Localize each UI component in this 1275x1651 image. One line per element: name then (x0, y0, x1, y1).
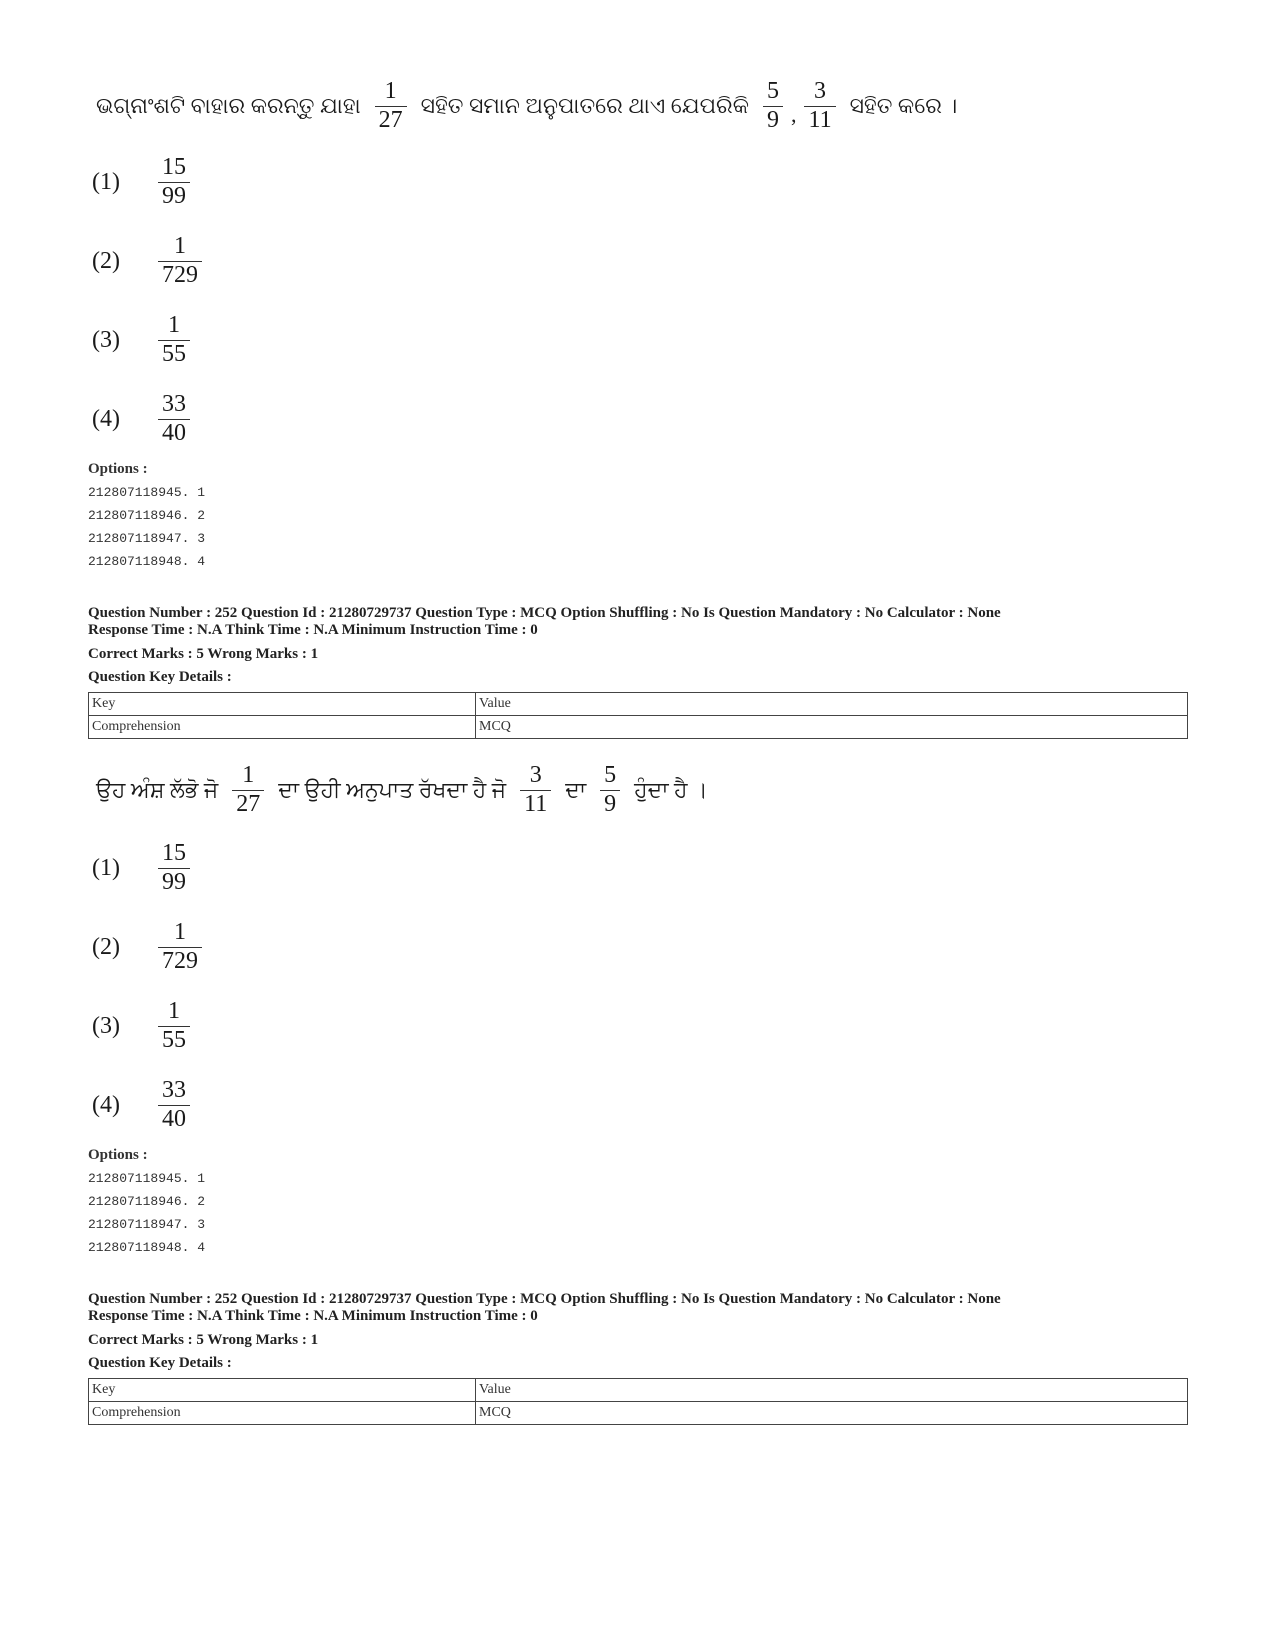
fraction-5-9: $\frac{5}{9}$ (600, 762, 620, 818)
fraction-3-11: $\frac{3}{11}$ (520, 762, 551, 818)
question-meta: Question Number : 252 Question Id : 21280729737 Question Type : MCQ Option Shuffling : No Is Question Mandatory : No Calculator : None Response Time : N.A Think Time : N.A Minimum Instruction Time : 0 (88, 605, 1001, 638)
fraction-1-27: $\frac{1}{27}$ (232, 762, 264, 818)
key-details-table: Key Value Comprehension MCQ (88, 692, 1188, 739)
question-suffix: ਹੁੰਦਾ ਹੈ । (634, 777, 708, 803)
question-middle: ਦਾ ਉਹੀ ਅਨੁਪਾਤ ਰੱਖਦਾ ਹੈ ਜੋ (278, 777, 507, 803)
option-3: (3) $\frac{1}{55}$ (92, 998, 196, 1054)
fraction-1-27: $\frac{1}{27}$ (375, 78, 407, 134)
option-2: (2) $\frac{1}{729}$ (92, 919, 208, 975)
key-details-table: Key Value Comprehension MCQ (88, 1378, 1188, 1425)
question-1-text: ଭଗ୍ନାଂଶଟି ବାହାର କରନ୍ତୁ ଯାହା $\frac{1}{27}$ ସହିତ ସମାନ ଅନୁପାତରେ ଥାଏ ଯେପରିକି $\frac{5}{9}$ , $\frac{3}{11}$ ସହିତ କରେ । (88, 78, 965, 134)
option-ids-list: Options : 212807118945. 1 212807118946. 2 212807118947. 3 212807118948. 4 (88, 461, 206, 569)
marks-line: Correct Marks : 5 Wrong Marks : 1 (88, 1332, 319, 1348)
key-details-label: Question Key Details : (88, 1355, 232, 1371)
option-4: (4) $\frac{33}{40}$ (92, 391, 196, 447)
option-4: (4) $\frac{33}{40}$ (92, 1077, 196, 1133)
fraction-3-11: $\frac{3}{11}$ (804, 78, 835, 134)
fraction-5-9: $\frac{5}{9}$ (763, 78, 783, 134)
option-1: (1) $\frac{15}{99}$ (92, 154, 196, 210)
option-1: (1) $\frac{15}{99}$ (92, 840, 196, 896)
question-middle: ସହିତ ସମାନ ଅନୁପାତରେ ଥାଏ ଯେପରିକି (420, 93, 749, 119)
question-meta: Question Number : 252 Question Id : 21280729737 Question Type : MCQ Option Shuffling : No Is Question Mandatory : No Calculator : None Response Time : N.A Think Time : N.A Minimum Instruction Time : 0 (88, 1291, 1001, 1324)
option-2: (2) $\frac{1}{729}$ (92, 233, 208, 289)
key-details-label: Question Key Details : (88, 669, 232, 685)
option-ids-list: Options : 212807118945. 1 212807118946. 2 212807118947. 3 212807118948. 4 (88, 1147, 206, 1255)
question-middle-2: ਦਾ (565, 777, 587, 803)
question-prefix: ਉਹ ਅੰਸ਼ ਲੱਭੋ ਜੋ (96, 777, 219, 803)
question-suffix: ସହିତ କରେ । (849, 93, 958, 119)
marks-line: Correct Marks : 5 Wrong Marks : 1 (88, 646, 319, 662)
option-3: (3) $\frac{1}{55}$ (92, 312, 196, 368)
question-prefix: ଭଗ୍ନାଂଶଟି ବାହାର କରନ୍ତୁ ଯାହା (96, 93, 361, 119)
question-2-text (88, 762, 716, 818)
